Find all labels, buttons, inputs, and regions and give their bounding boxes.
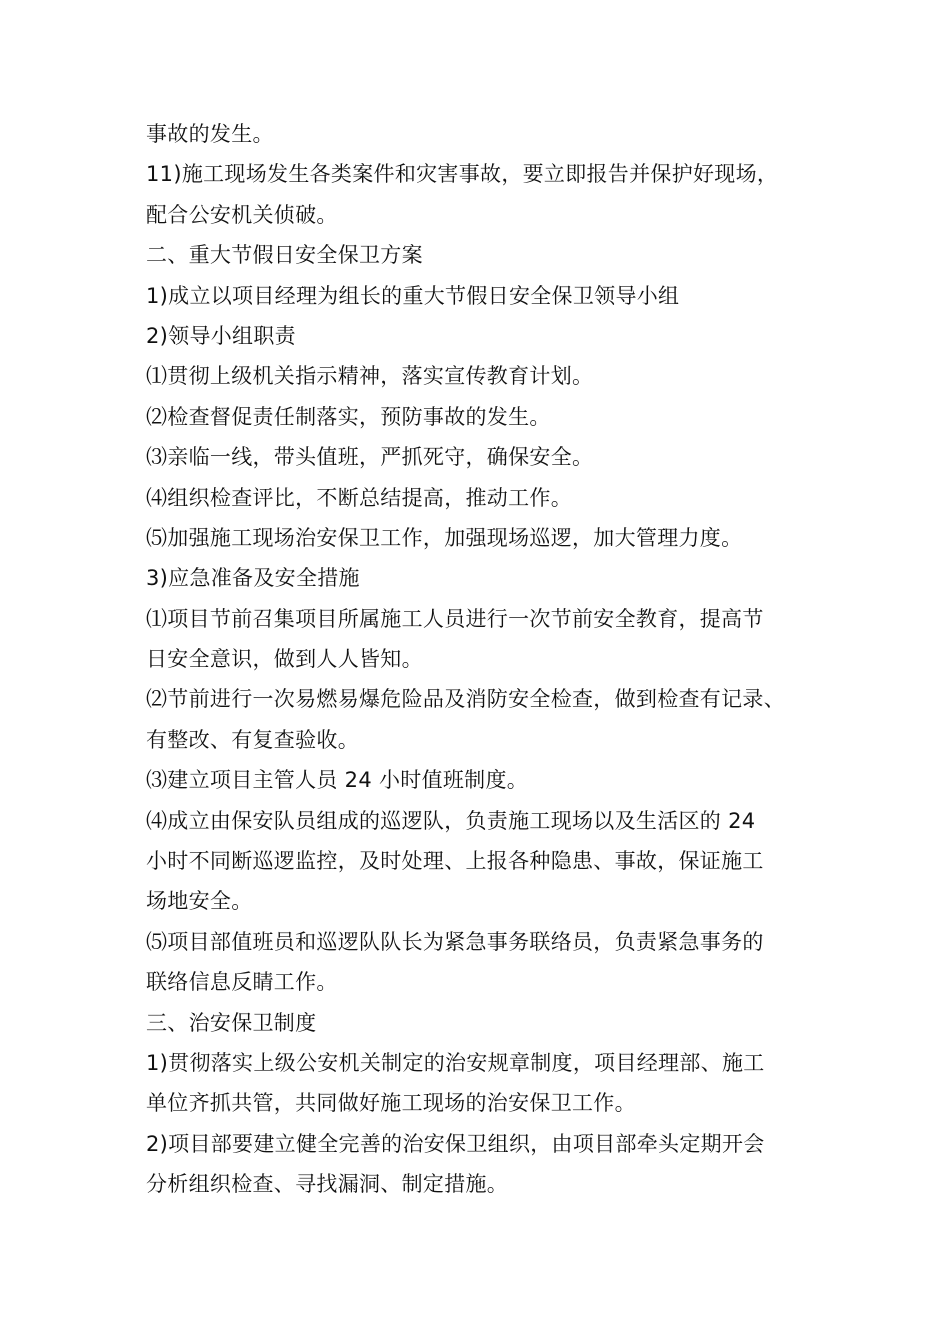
text-line: 11)施工现场发生各类案件和灾害事故，要立即报告并保护好现场，	[146, 162, 779, 187]
list-item: ⑶亲临一线，带头值班，严抓死守，确保安全。	[146, 445, 594, 470]
text-line: 日安全意识，做到人人皆知。	[146, 647, 423, 672]
text-line: 2)项目部要建立健全完善的治安保卫组织，由项目部牵头定期开会	[146, 1131, 765, 1156]
text-line: 事故的发生。	[146, 122, 274, 146]
list-item: ⑵节前进行一次易燃易爆危险品及消防安全检查，做到检查有记录、	[146, 687, 785, 712]
list-item: ⑸加强施工现场治安保卫工作，加强现场巡逻，加大管理力度。	[146, 525, 743, 550]
section-heading: 三、治安保卫制度	[146, 1010, 317, 1035]
list-item: ⑸项目部值班员和巡逻队队长为紧急事务联络员，负责紧急事务的	[146, 929, 764, 954]
text-line: 联络信息反睛工作。	[146, 970, 338, 995]
list-item: ⑴项目节前召集项目所属施工人员进行一次节前安全教育，提高节	[146, 606, 764, 631]
text-line: 有整改、有复查验收。	[146, 727, 359, 752]
text-line: 单位齐抓共管，共同做好施工现场的治安保卫工作。	[146, 1091, 636, 1116]
text-line: 配合公安机关侦破。	[146, 202, 338, 227]
text-line: 1)贯彻落实上级公安机关制定的治安规章制度，项目经理部、施工	[146, 1050, 765, 1075]
text-line: 1)成立以项目经理为组长的重大节假日安全保卫领导小组	[146, 283, 680, 308]
subsection-heading: 3)应急准备及安全措施	[146, 566, 360, 591]
text-line: 小时不同断巡逻监控，及时处理、上报各种隐患、事故，保证施工	[146, 849, 764, 874]
subsection-heading: 2)领导小组职责	[146, 323, 296, 348]
text-line: 分析组织检查、寻找漏洞、制定措施。	[146, 1172, 509, 1197]
list-item: ⑶建立项目主管人员 24 小时值班制度。	[146, 768, 529, 793]
section-heading: 二、重大节假日安全保卫方案	[146, 243, 423, 268]
list-item: ⑷组织检查评比，不断总结提高，推动工作。	[146, 485, 572, 510]
list-item: ⑷成立由保安队员组成的巡逻队，负责施工现场以及生活区的 24	[146, 808, 756, 833]
list-item: ⑴贯彻上级机关指示精神，落实宣传教育计划。	[146, 364, 594, 389]
text-line: 场地安全。	[146, 889, 253, 914]
list-item: ⑵检查督促责任制落实，预防事故的发生。	[146, 404, 551, 429]
document-body	[146, 114, 836, 1205]
